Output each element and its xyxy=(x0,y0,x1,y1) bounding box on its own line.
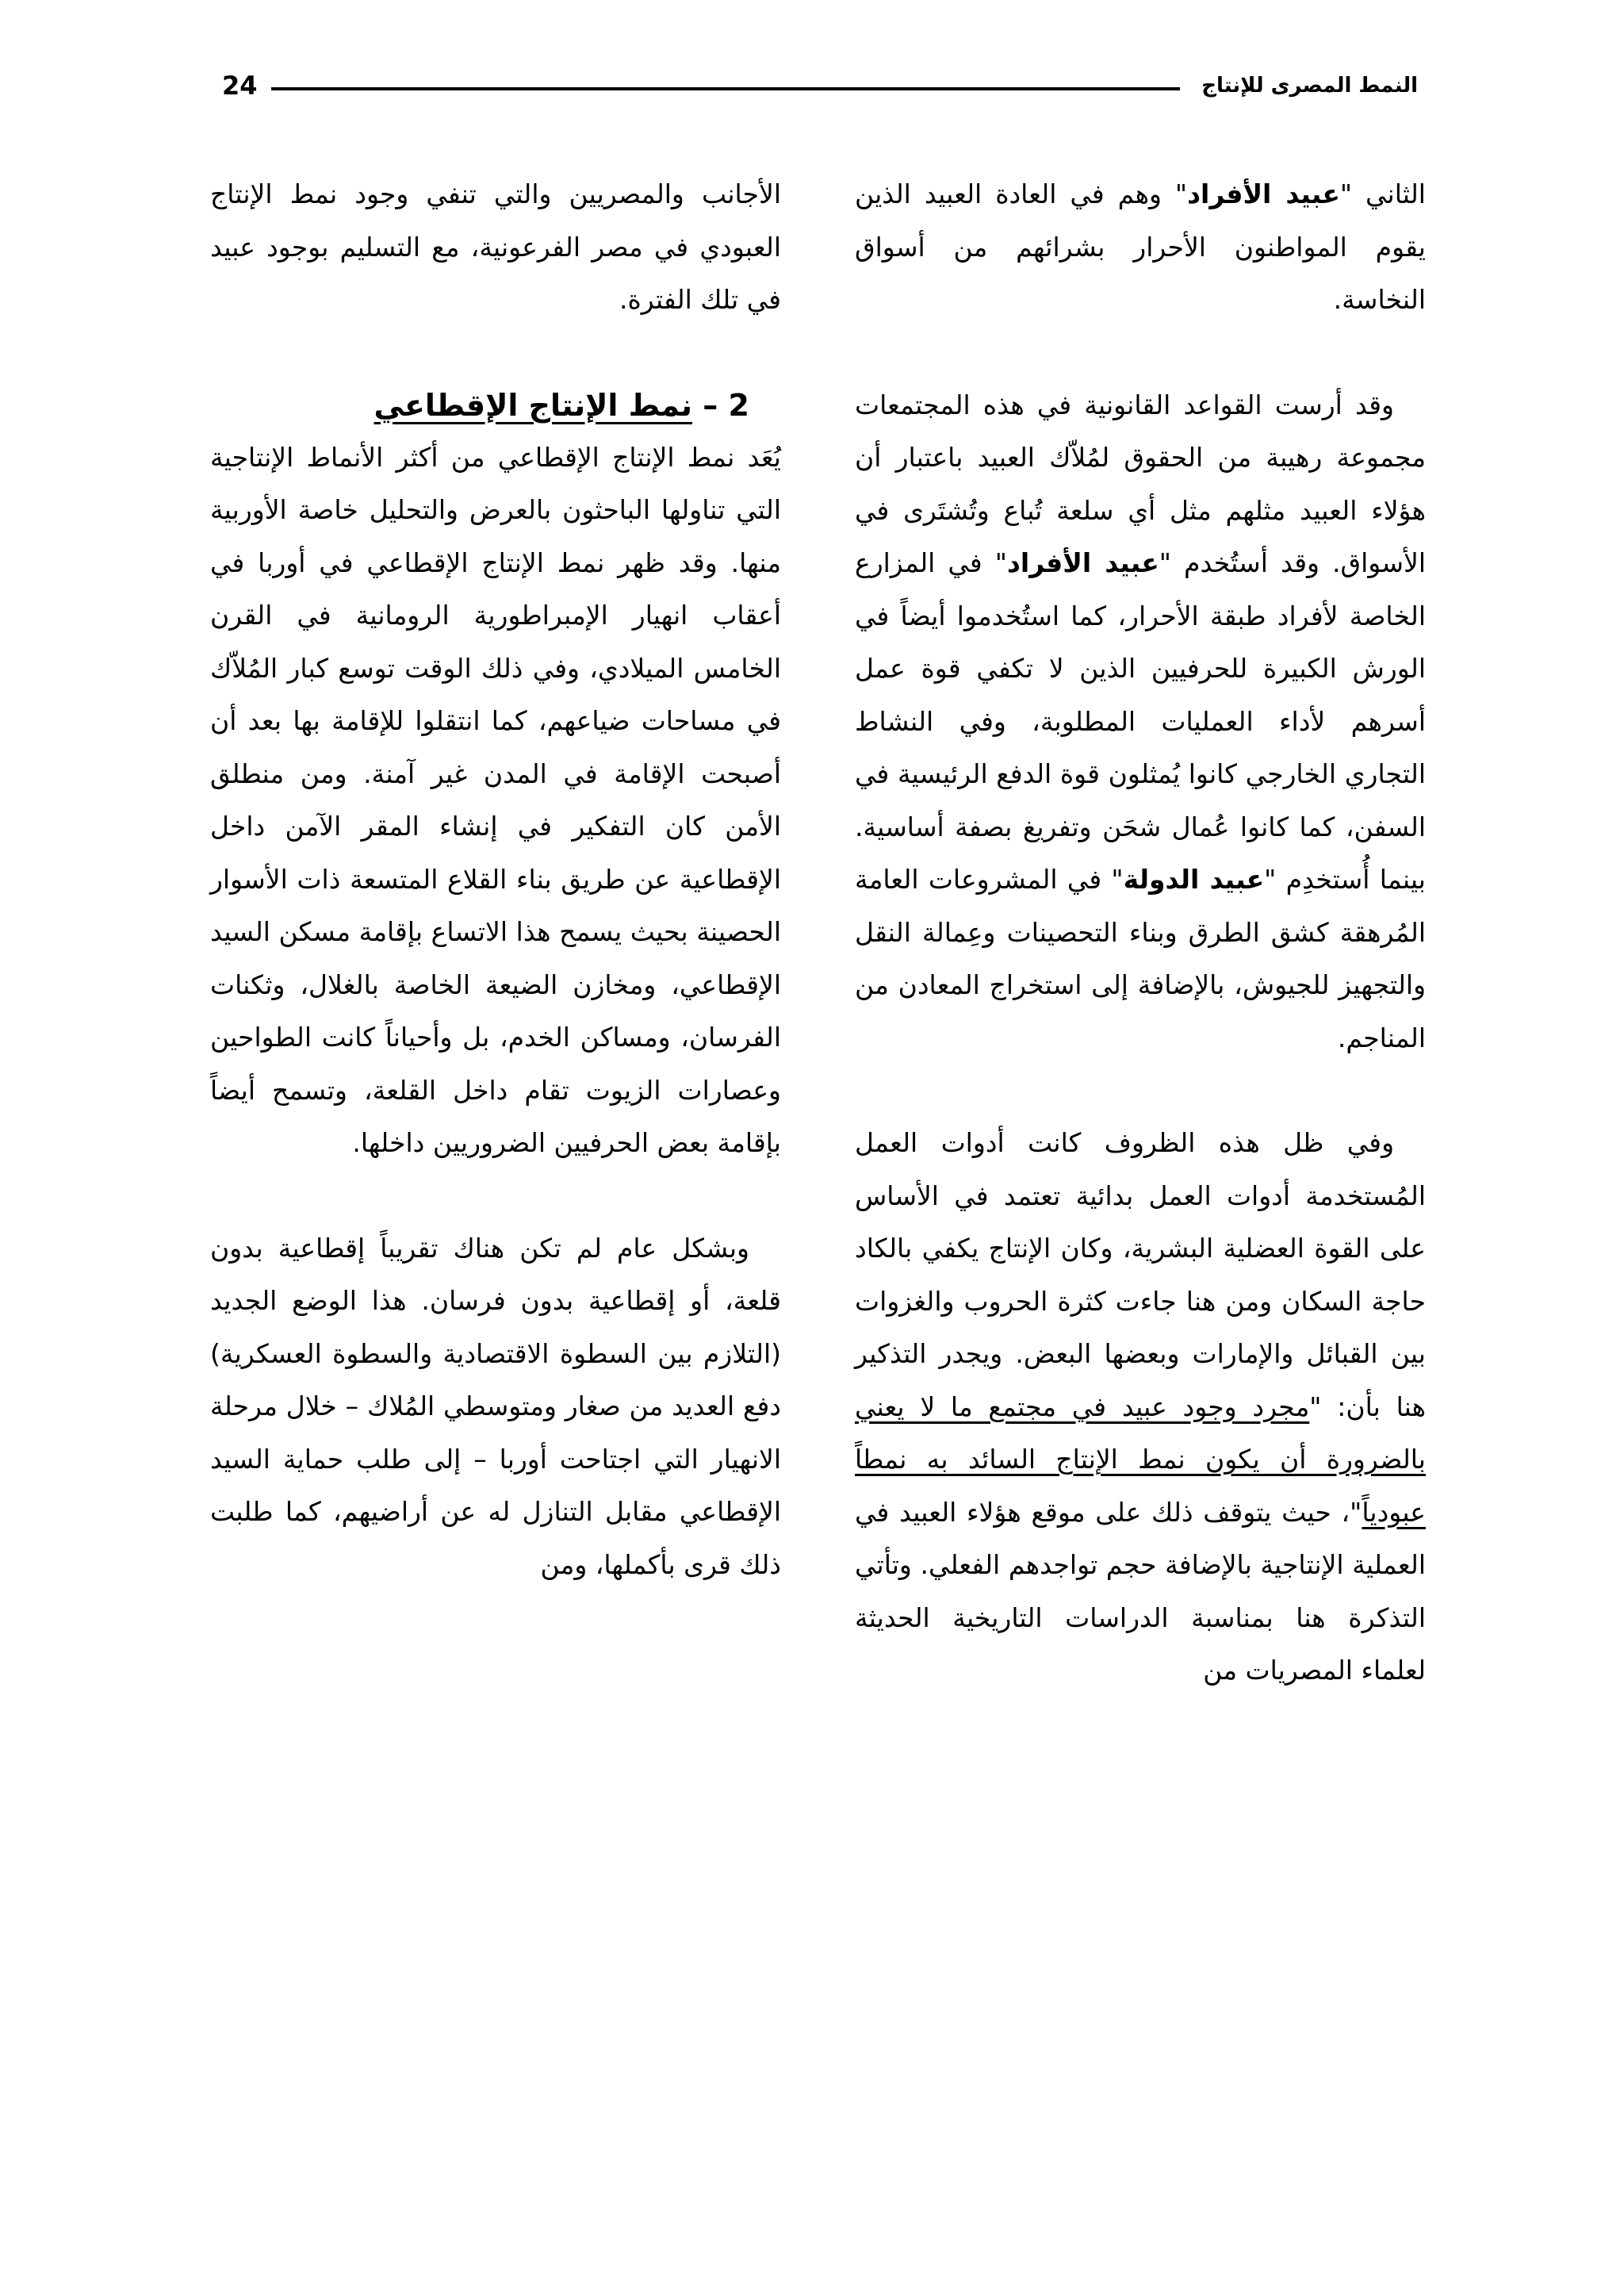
text-run: "، حيث يتوقف ذلك على موقع هؤلاء العبيد في العملية الإنتاجية بالإضافة حجم تواجدهم الفعلي. وتأتي التذكرة هنا بمناسبة الدراسات التاريخية الحديثة لعلماء المصريات من xyxy=(855,1496,1426,1686)
text-run: الثاني " xyxy=(1339,178,1426,209)
text-run: وفي ظل هذه الظروف كانت أدوات العمل المُستخدمة أدوات العمل بدائية تعتمد في الأساس على القوة العضلية البشرية، وكان الإنتاج يكفي بالكاد حاجة السكان ومن هنا جاءت كثرة الحروب والغزوات بين القبائل والإمارات وبعضها البعض. ويجدر التذكير هنا بأن: " xyxy=(855,1127,1426,1422)
bold-term: عبيد الأفراد xyxy=(1187,178,1340,209)
paragraph xyxy=(855,1117,1426,1697)
paragraph-gap xyxy=(855,327,1426,379)
paragraph-gap xyxy=(210,327,781,379)
section-heading xyxy=(210,379,781,432)
page-header xyxy=(222,68,1418,106)
paragraph: الأجانب والمصريين والتي تنفي وجود نمط الإنتاج العبودي في مصر الفرعونية، مع التسليم بوجود عبيد في تلك الفترة. xyxy=(210,178,781,315)
section-title: نمط الإنتاج الإقطاعي xyxy=(373,387,693,423)
bold-term: عبيد الدولة xyxy=(1123,864,1265,895)
bold-term: عبيد الأفراد xyxy=(1006,547,1159,578)
header-rule xyxy=(271,87,1180,90)
text-run: " في المشروعات العامة المُرهقة كشق الطرق وبناء التحصينات وعِمالة النقل والتجهيز للجيوش، بالإضافة إلى استخراج المعادن من المناجم. xyxy=(855,864,1426,1053)
right-column xyxy=(855,168,1426,1697)
paragraph: وبشكل عام لم تكن هناك تقريباً إقطاعية بدون قلعة، أو إقطاعية بدون فرسان. هذا الوضع الجديد (التلازم بين السطوة الاقتصادية والسطوة العسكرية) دفع العديد من صغار ومتوسطي المُلاك – خلال مرحلة الانهيار التي اجتاحت أوربا – إلى طلب حماية السيد الإقطاعي مقابل التنازل له عن أراضيهم، كما طلبت ذلك قرى بأكملها، ومن xyxy=(210,1232,781,1580)
paragraph-gap xyxy=(210,1170,781,1222)
page-number: 24 xyxy=(222,71,258,101)
text-run: وقد أرست القواعد القانونية في هذه المجتمعات مجموعة رهيبة من الحقوق لمُلاّك العبيد باعتبار أن هؤلاء العبيد مثلهم مثل أي سلعة تُباع وتُشتَرى في الأسواق. وقد أستُخدم " xyxy=(855,389,1426,578)
section-number: 2 – xyxy=(692,387,749,423)
running-title: النمط المصرى للإنتاج xyxy=(1201,74,1418,98)
underlined-quote: مجرد وجود عبيد في مجتمع ما لا يعني بالضرورة أن يكون نمط الإنتاج السائد به نمطاً عبودياً xyxy=(855,1390,1426,1528)
paragraph: يُعَد نمط الإنتاج الإقطاعي من أكثر الأنماط الإنتاجية التي تناولها الباحثون بالعرض والتحليل خاصة الأوربية منها. وقد ظهر نمط الإنتاج الإقطاعي في أوربا في أعقاب انهيار الإمبراطورية الرومانية في القرن الخامس الميلادي، وفي ذلك الوقت توسع كبار المُلاّك في مساحات ضياعهم، كما انتقلوا للإقامة بها بعد أن أصبحت الإقامة في المدن غير آمنة. ومن منطلق الأمن كان التفكير في إنشاء المقر الآمن داخل الإقطاعية عن طريق بناء القلاع المتسعة ذات الأسوار الحصينة بحيث يسمح هذا الاتساع بإقامة مسكن السيد الإقطاعي، ومخازن الضيعة الخاصة بالغلال، وثكنات الفرسان، ومساكن الخدم، بل وأحياناً كانت الطواحين وعصارات الزيوت تقام داخل القلعة، وتسمح أيضاً بإقامة بعض الحرفيين الضروريين داخلها. xyxy=(210,441,781,1158)
text-run: " وهم في العادة العبيد الذين يقوم المواطنون الأحرار بشرائهم من أسواق النخاسة. xyxy=(855,178,1426,315)
paragraph xyxy=(855,168,1426,327)
left-column xyxy=(210,168,781,1591)
text-run: " في المزارع الخاصة لأفراد طبقة الأحرار، كما استُخدموا أيضاً في الورش الكبيرة للحرفيين الذين لا تكفي قوة عمل أسرهم لأداء العمليات المطلوبة، وفي النشاط التجاري الخارجي كانوا يُمثلون قوة الدفع الرئيسية في السفن، كما كانوا عُمال شحَن وتفريغ بصفة أساسية. بينما أُستخدِم " xyxy=(855,547,1426,895)
paragraph xyxy=(855,379,1426,1065)
paragraph-gap xyxy=(855,1064,1426,1117)
